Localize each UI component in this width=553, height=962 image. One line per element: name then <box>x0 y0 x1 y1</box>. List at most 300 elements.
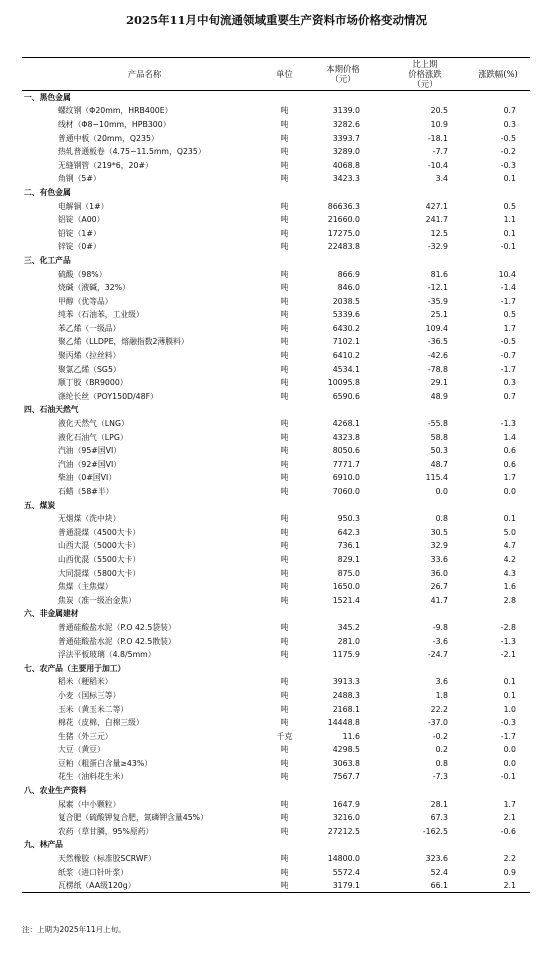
change-cell: -35.9 <box>427 296 448 306</box>
change-cell: 58.8 <box>430 432 448 442</box>
product-name-cell: 液化天然气（LNG） <box>58 419 129 429</box>
header-change-line3: （元） <box>412 79 438 89</box>
unit-cell: 吨 <box>280 527 289 537</box>
product-name-cell: 普通混煤（4500大卡） <box>58 527 141 537</box>
change-cell: 10.9 <box>430 119 448 129</box>
price-cell: 10095.8 <box>327 378 360 388</box>
header-change-line2: 价格涨跌 <box>408 69 442 79</box>
price-cell: 3179.1 <box>302 879 384 893</box>
table-row <box>22 797 530 811</box>
product-name-cell: 棉花（皮棉，白棉三级） <box>58 718 144 728</box>
price-cell: 27212.5 <box>327 826 360 836</box>
product-name-cell: 尿素（中小颗粒） <box>58 799 121 809</box>
section-row <box>22 607 530 621</box>
product-name-cell: 柴油（0#国VI） <box>58 473 117 483</box>
price-cell: 3216.0 <box>332 813 360 823</box>
table-row <box>22 145 530 159</box>
unit-cell: 吨 <box>280 704 289 714</box>
change-cell: 48.9 <box>430 391 448 401</box>
pct-cell: -2.8 <box>500 622 516 632</box>
change-cell: -78.8 <box>427 364 448 374</box>
header-product: 产品名称 <box>22 58 267 91</box>
change-cell: 12.5 <box>430 228 448 238</box>
pct-cell: -0.2 <box>500 147 516 157</box>
price-cell: 1175.9 <box>332 650 360 660</box>
table-row <box>22 118 530 132</box>
price-cell: 8050.6 <box>332 446 360 456</box>
product-name-cell: 农药（草甘膦，95%原药） <box>58 826 154 836</box>
section-row <box>22 403 530 417</box>
unit-cell: 吨 <box>280 568 289 578</box>
unit-cell: 吨 <box>280 745 289 755</box>
price-cell: 1521.4 <box>332 595 360 605</box>
product-name-cell: 热轧普通板卷（4.75−11.5mm，Q235） <box>58 147 206 157</box>
change-cell: 33.6 <box>430 554 448 564</box>
price-cell: 866.9 <box>337 269 360 279</box>
price-cell: 3289.0 <box>332 147 360 157</box>
product-name-cell: 复合肥（硫酸钾复合肥，氮磷钾含量45%） <box>58 813 208 823</box>
unit-cell: 吨 <box>280 160 289 170</box>
table-row <box>22 512 530 526</box>
product-name-cell: 铅锭（1#） <box>58 228 101 238</box>
change-cell: 0.8 <box>435 514 448 524</box>
change-cell: 50.3 <box>430 446 448 456</box>
pct-cell: 1.4 <box>503 432 516 442</box>
pct-cell: 0.6 <box>503 446 516 456</box>
section-row <box>22 91 530 105</box>
page-title: 2025年11月中旬流通领域重要生产资料市场价格变动情况 <box>125 13 427 27</box>
change-cell: 323.6 <box>425 854 448 864</box>
change-cell: 115.4 <box>425 473 448 483</box>
price-cell: 2488.3 <box>332 690 360 700</box>
unit-cell: 吨 <box>280 582 289 592</box>
price-cell: 7102.1 <box>332 337 360 347</box>
pct-cell: -1.7 <box>500 296 516 306</box>
table-row <box>22 430 530 444</box>
change-cell: -9.8 <box>432 622 448 632</box>
section-title: 二、有色金属 <box>24 187 71 197</box>
change-cell: 241.7 <box>425 215 448 225</box>
unit-cell: 吨 <box>280 514 289 524</box>
price-cell: 1647.9 <box>332 799 360 809</box>
pct-cell: -0.7 <box>500 351 516 361</box>
section-row <box>22 186 530 200</box>
pct-cell: -1.3 <box>500 636 516 646</box>
unit-cell: 吨 <box>280 487 289 497</box>
table-row <box>22 485 530 499</box>
product-name-cell: 螺纹钢（Φ20mm，HRB400E） <box>58 106 173 116</box>
product-name-cell: 角钢（5#） <box>58 174 101 184</box>
table-row <box>22 267 530 281</box>
change-cell: 52.4 <box>430 867 448 877</box>
product-name-cell: 液化石油气（LPG） <box>58 432 128 442</box>
change-cell: -36.5 <box>427 337 448 347</box>
pct-cell: 0.5 <box>503 201 516 211</box>
table-row <box>22 335 530 349</box>
unit-cell: 吨 <box>280 432 289 442</box>
change-cell: 66.1 <box>384 879 466 893</box>
table-row <box>22 621 530 635</box>
change-cell: 22.2 <box>430 704 448 714</box>
table-row <box>22 580 530 594</box>
change-cell: -32.9 <box>427 242 448 252</box>
change-cell: 28.1 <box>430 799 448 809</box>
price-cell: 5339.6 <box>332 310 360 320</box>
price-cell: 7060.0 <box>332 487 360 497</box>
pct-cell: 0.1 <box>503 690 516 700</box>
table-row <box>22 240 530 254</box>
pct-cell: 4.7 <box>503 541 516 551</box>
table-row <box>22 825 530 839</box>
unit-cell: 吨 <box>280 650 289 660</box>
unit-cell: 吨 <box>280 718 289 728</box>
change-cell: 3.6 <box>435 677 448 687</box>
pct-cell: 5.0 <box>503 527 516 537</box>
product-name-cell: 石蜡（58#半） <box>58 487 114 497</box>
pct-cell: 1.7 <box>503 799 516 809</box>
product-name-cell: 聚氯乙烯（SG5） <box>58 364 121 374</box>
product-name-cell: 聚乙烯（LLDPE，熔融指数2薄膜料） <box>58 337 189 347</box>
product-name-cell: 无烟煤（洗中块） <box>58 514 121 524</box>
price-cell: 4068.8 <box>332 160 360 170</box>
price-cell: 2038.5 <box>332 296 360 306</box>
price-table <box>22 57 530 893</box>
unit-cell: 吨 <box>280 690 289 700</box>
table-row <box>22 743 530 757</box>
pct-cell: 0.0 <box>503 487 516 497</box>
unit-cell: 吨 <box>280 378 289 388</box>
change-cell: -10.4 <box>427 160 448 170</box>
table-row <box>22 716 530 730</box>
pct-cell: -0.5 <box>500 133 516 143</box>
pct-cell: 0.3 <box>503 378 516 388</box>
price-cell: 86636.3 <box>327 201 360 211</box>
change-cell: 109.4 <box>425 323 448 333</box>
product-name-cell: 大豆（黄豆） <box>58 745 105 755</box>
change-cell: -12.1 <box>427 283 448 293</box>
table-row <box>22 281 530 295</box>
price-cell: 6430.2 <box>332 323 360 333</box>
product-name-cell: 豆粕（粗蛋白含量≥43%） <box>58 758 153 768</box>
price-cell: 6910.0 <box>332 473 360 483</box>
pct-cell: 1.6 <box>503 582 516 592</box>
section-title: 九、林产品 <box>24 840 63 850</box>
product-name-cell: 生猪（外三元） <box>58 731 113 741</box>
pct-cell: 1.7 <box>503 473 516 483</box>
change-cell: -24.7 <box>427 650 448 660</box>
table-row <box>22 458 530 472</box>
section-row <box>22 838 530 852</box>
pct-cell: -0.3 <box>500 718 516 728</box>
price-cell: 5572.4 <box>332 867 360 877</box>
product-name-cell: 普通中板（20mm，Q235） <box>58 133 159 143</box>
unit-cell: 吨 <box>280 446 289 456</box>
price-cell: 6410.2 <box>332 351 360 361</box>
table-row <box>22 879 530 893</box>
unit-cell: 吨 <box>280 758 289 768</box>
pct-cell: 1.7 <box>503 323 516 333</box>
price-cell: 1650.0 <box>332 582 360 592</box>
pct-cell: 1.0 <box>503 704 516 714</box>
product-name-cell: 锌锭（0#） <box>58 242 101 252</box>
unit-cell: 吨 <box>280 826 289 836</box>
table-row <box>22 349 530 363</box>
change-cell: 427.1 <box>425 201 448 211</box>
unit-cell: 吨 <box>280 595 289 605</box>
change-cell: 1.8 <box>435 690 448 700</box>
change-cell: -7.7 <box>432 147 448 157</box>
product-name-cell: 花生（油料花生米） <box>58 772 129 782</box>
product-name-cell: 天然橡胶（标准胶SCRWF） <box>58 854 156 864</box>
price-cell: 3063.8 <box>332 758 360 768</box>
pct-cell: 0.1 <box>503 677 516 687</box>
section-title: 七、农产品（主要用于加工） <box>24 663 126 673</box>
price-cell: 3913.3 <box>332 677 360 687</box>
unit-cell: 吨 <box>280 310 289 320</box>
price-cell: 846.0 <box>337 283 360 293</box>
change-cell: 0.8 <box>435 758 448 768</box>
change-cell: -42.6 <box>427 351 448 361</box>
header-price <box>302 58 384 91</box>
price-cell: 7771.7 <box>332 459 360 469</box>
price-cell: 345.2 <box>337 622 360 632</box>
product-name-cell: 汽油（92#国VI） <box>58 459 122 469</box>
pct-cell: 0.9 <box>503 867 516 877</box>
header-change <box>384 58 466 91</box>
change-cell: -55.8 <box>427 419 448 429</box>
table-row <box>22 417 530 431</box>
change-cell: 25.1 <box>430 310 448 320</box>
header-change-line1: 比上期 <box>412 59 438 69</box>
pct-cell: 2.8 <box>503 595 516 605</box>
product-name-cell: 焦炭（准一级冶金焦） <box>58 595 136 605</box>
product-name-cell: 聚丙烯（拉丝料） <box>58 351 121 361</box>
table-row <box>22 865 530 879</box>
table-row <box>22 199 530 213</box>
change-cell: 81.6 <box>430 269 448 279</box>
pct-cell: -1.3 <box>500 419 516 429</box>
unit-cell: 吨 <box>280 799 289 809</box>
unit-cell: 吨 <box>280 323 289 333</box>
table-row <box>22 689 530 703</box>
pct-cell: 0.7 <box>503 106 516 116</box>
section-title: 四、石油天然气 <box>24 405 79 415</box>
unit-cell: 吨 <box>280 283 289 293</box>
price-cell: 22483.8 <box>327 242 360 252</box>
unit-cell: 吨 <box>280 215 289 225</box>
change-cell: -3.6 <box>432 636 448 646</box>
change-cell: 36.0 <box>430 568 448 578</box>
unit-cell: 吨 <box>280 391 289 401</box>
change-cell: 67.3 <box>430 813 448 823</box>
unit-cell: 吨 <box>280 337 289 347</box>
pct-cell: -0.1 <box>500 772 516 782</box>
product-name-cell: 普通硅酸盐水泥（P.O 42.5散装） <box>58 636 176 646</box>
product-name-cell: 稻米（粳稻米） <box>58 677 113 687</box>
table-row <box>22 104 530 118</box>
unit-cell: 吨 <box>280 269 289 279</box>
pct-cell: 0.6 <box>503 459 516 469</box>
price-cell: 4534.1 <box>332 364 360 374</box>
change-cell: 0.0 <box>435 487 448 497</box>
pct-cell: 2.1 <box>466 879 530 893</box>
table-body <box>22 91 530 893</box>
product-name-cell: 山西优混（5500大卡） <box>58 554 141 564</box>
product-name-cell: 浮法平板玻璃（4.8/5mm） <box>58 650 156 660</box>
table-row <box>22 852 530 866</box>
price-cell: 21660.0 <box>327 215 360 225</box>
product-name-cell: 玉米（黄玉米二等） <box>58 704 129 714</box>
pct-cell: 1.1 <box>503 215 516 225</box>
product-name-cell: 线材（Φ8−10mm，HPB300） <box>58 119 171 129</box>
pct-cell: 2.1 <box>503 813 516 823</box>
table-row <box>22 729 530 743</box>
product-name-cell: 苯乙烯（一级品） <box>58 323 121 333</box>
change-cell: -7.3 <box>432 772 448 782</box>
product-name-cell: 焦煤（主焦煤） <box>58 582 113 592</box>
table-row <box>22 757 530 771</box>
pct-cell: -0.1 <box>500 242 516 252</box>
table-row <box>22 172 530 186</box>
table-row <box>22 648 530 662</box>
table-row <box>22 634 530 648</box>
table-row <box>22 444 530 458</box>
product-name-cell: 涤纶长丝（POY150D/48F） <box>58 391 158 401</box>
table-row <box>22 539 530 553</box>
section-title: 六、非金属建材 <box>24 609 79 619</box>
unit-cell: 吨 <box>280 228 289 238</box>
section-title: 八、农业生产资料 <box>24 786 87 796</box>
price-cell: 281.0 <box>337 636 360 646</box>
price-cell: 875.0 <box>337 568 360 578</box>
price-cell: 14448.8 <box>327 718 360 728</box>
product-name-cell: 汽油（95#国VI） <box>58 446 122 456</box>
unit-cell: 吨 <box>280 296 289 306</box>
change-cell: 32.9 <box>430 541 448 551</box>
product-name-cell: 大同混煤（5800大卡） <box>58 568 141 578</box>
unit-cell: 千克 <box>276 731 293 741</box>
table-row <box>22 226 530 240</box>
product-name-cell: 甲醇（优等品） <box>58 296 113 306</box>
pct-cell: 4.3 <box>503 568 516 578</box>
pct-cell: 10.4 <box>498 269 516 279</box>
pct-cell: 0.0 <box>503 758 516 768</box>
product-name-cell: 山西大混（5000大卡） <box>58 541 141 551</box>
change-cell: 30.5 <box>430 527 448 537</box>
section-title: 五、煤炭 <box>24 500 56 510</box>
table-row <box>22 376 530 390</box>
table-row <box>22 158 530 172</box>
unit-cell: 吨 <box>280 119 289 129</box>
unit-cell: 吨 <box>280 854 289 864</box>
unit-cell: 吨 <box>280 201 289 211</box>
header-price-line1: 本期价格 <box>326 64 360 74</box>
unit-cell: 吨 <box>280 459 289 469</box>
unit-cell: 吨 <box>280 147 289 157</box>
unit-cell: 吨 <box>280 473 289 483</box>
header-price-line2: （元） <box>330 74 356 84</box>
price-cell: 7567.7 <box>332 772 360 782</box>
section-title: 一、黑色金属 <box>24 93 71 103</box>
product-name-cell: 电解铜（1#） <box>58 201 109 211</box>
price-cell: 950.3 <box>337 514 360 524</box>
table-row <box>22 362 530 376</box>
change-cell: -18.1 <box>427 133 448 143</box>
table-header-row <box>22 58 530 91</box>
pct-cell: -0.6 <box>500 826 516 836</box>
change-cell: 48.7 <box>430 459 448 469</box>
price-cell: 4298.5 <box>332 745 360 755</box>
section-row <box>22 498 530 512</box>
unit-cell: 吨 <box>280 867 289 877</box>
table-row <box>22 526 530 540</box>
header-unit: 单位 <box>267 58 302 91</box>
change-cell: 26.7 <box>430 582 448 592</box>
unit-cell: 吨 <box>267 879 302 893</box>
header-pct: 涨跌幅(%) <box>466 58 530 91</box>
price-cell: 829.1 <box>337 554 360 564</box>
table-row <box>22 294 530 308</box>
pct-cell: 0.3 <box>503 119 516 129</box>
price-cell: 2168.1 <box>332 704 360 714</box>
unit-cell: 吨 <box>280 622 289 632</box>
pct-cell: -1.7 <box>500 364 516 374</box>
table-row <box>22 566 530 580</box>
price-cell: 4323.8 <box>332 432 360 442</box>
table-row <box>22 770 530 784</box>
pct-cell: -1.7 <box>500 731 516 741</box>
unit-cell: 吨 <box>280 541 289 551</box>
pct-cell: 0.5 <box>503 310 516 320</box>
table-row <box>22 811 530 825</box>
change-cell: 0.2 <box>435 745 448 755</box>
price-cell: 4268.1 <box>332 419 360 429</box>
pct-cell: -2.1 <box>500 650 516 660</box>
unit-cell: 吨 <box>280 813 289 823</box>
price-cell: 3282.6 <box>332 119 360 129</box>
price-cell: 3423.3 <box>332 174 360 184</box>
footnote: 注：上期为2025年11月上旬。 <box>22 925 126 934</box>
table-row <box>22 702 530 716</box>
product-name-cell: 小麦（国标三等） <box>58 690 121 700</box>
product-name-cell: 硫酸（98%） <box>58 269 107 279</box>
section-row <box>22 784 530 798</box>
table-row <box>22 471 530 485</box>
table-row <box>22 553 530 567</box>
change-cell: -37.0 <box>427 718 448 728</box>
table-row <box>22 213 530 227</box>
table-row <box>22 131 530 145</box>
table-row <box>22 390 530 404</box>
product-name-cell: 瓦楞纸（AA级120g） <box>22 879 267 893</box>
unit-cell: 吨 <box>280 242 289 252</box>
change-cell: 20.5 <box>430 106 448 116</box>
change-cell: -0.2 <box>432 731 448 741</box>
unit-cell: 吨 <box>280 174 289 184</box>
product-name-cell: 纸浆（进口针叶浆） <box>58 867 129 877</box>
price-cell: 6590.6 <box>332 391 360 401</box>
product-name-cell: 顺丁胶（BR9000） <box>58 378 128 388</box>
unit-cell: 吨 <box>280 419 289 429</box>
price-cell: 736.1 <box>337 541 360 551</box>
unit-cell: 吨 <box>280 351 289 361</box>
change-cell: -162.5 <box>422 826 448 836</box>
change-cell: 41.7 <box>430 595 448 605</box>
table-row <box>22 308 530 322</box>
unit-cell: 吨 <box>280 106 289 116</box>
pct-cell: 0.7 <box>503 391 516 401</box>
pct-cell: 0.1 <box>503 174 516 184</box>
